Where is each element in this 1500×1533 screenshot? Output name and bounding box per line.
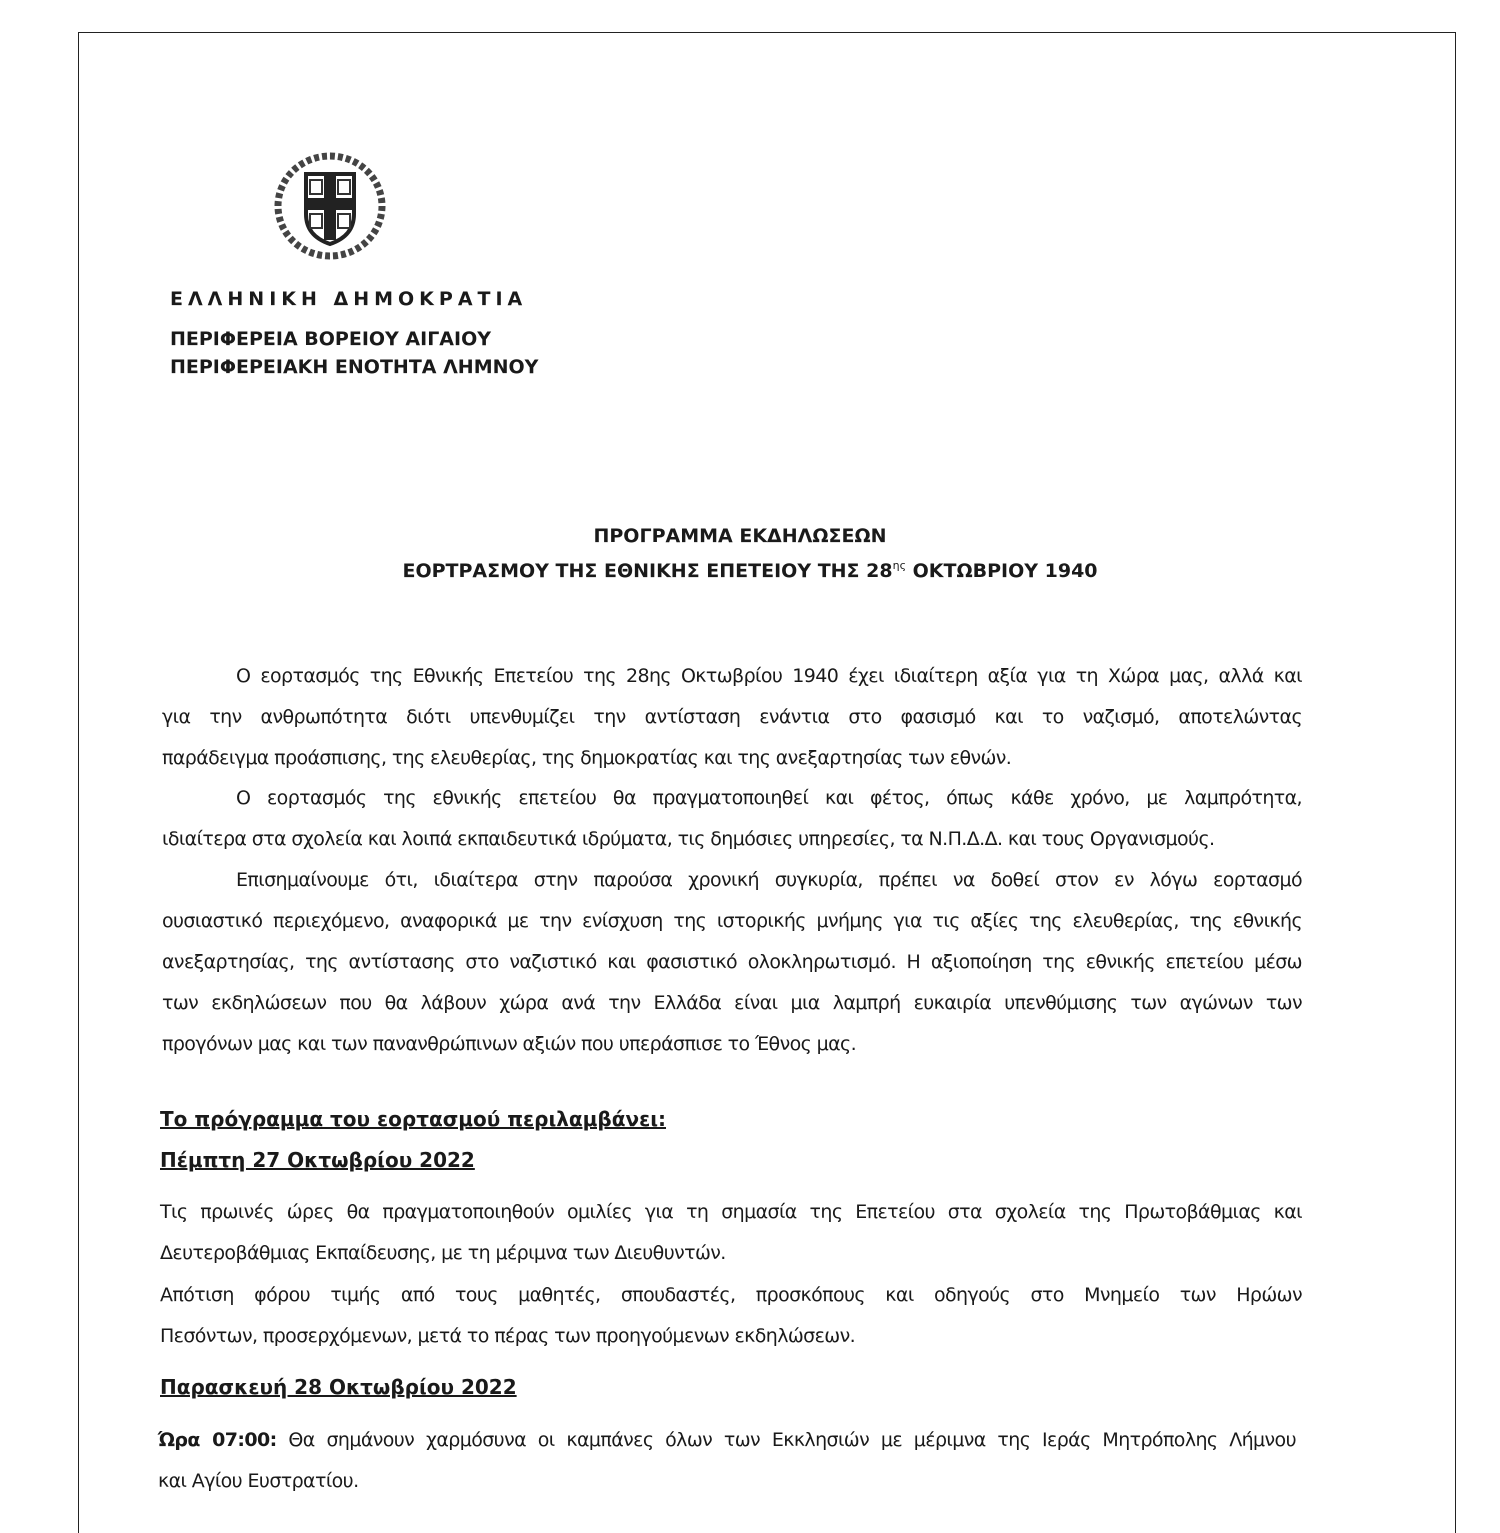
text-run: Δευτεροβάθμιας Εκπαίδευσης, με τη μέριμνα των Διευθυντών.: [160, 1242, 726, 1264]
text-line: [162, 819, 1302, 860]
country-name: ΕΛΛΗΝΙΚΗ ΔΗΜΟΚΡΑΤΙΑ: [170, 288, 528, 310]
text-run: ΟΚΤΩΒΡΙΟΥ 1940: [906, 560, 1098, 582]
text-run: Θα σημάνουν χαρμόσυνα οι καμπάνες όλων των Εκκλησιών με μέριμνα της Ιεράς Μητρόπολης Λήμνου: [276, 1429, 1296, 1451]
text-run: Ο εορτασμός της εθνικής επετείου θα πραγματοποιηθεί και φέτος, όπως κάθε χρόνο, με λαμπρότητα,: [236, 787, 1302, 809]
text-line: [162, 656, 1302, 697]
text-run: ΕΟΡΤΡΑΣΜΟΥ ΤΗΣ ΕΘΝΙΚΗΣ ΕΠΕΤΕΙΟΥ ΤΗΣ 28: [402, 560, 893, 582]
text-run: [158, 1429, 1296, 1451]
text-line: [162, 983, 1302, 1024]
text-line: [160, 1192, 1302, 1233]
text-run: για την ανθρωπότητα διότι υπενθυμίζει την αντίσταση ενάντια στο φασισμό και το ναζισμό, αποτελώντας: [162, 706, 1302, 728]
day2-paragraph-1: [158, 1420, 1296, 1502]
text-run: Απότιση φόρου τιμής από τους μαθητές, σπουδαστές, προσκόπους και οδηγούς στο Μνημείο των Ηρώων: [160, 1284, 1302, 1306]
text-run: ιδιαίτερα στα σχολεία και λοιπά εκπαιδευτικά ιδρύματα, τις δημόσιες υπηρεσίες, τα Ν.Π.Δ.Δ. και τους Οργανισμούς.: [162, 828, 1215, 850]
text-run: Επισημαίνουμε ότι, ιδιαίτερα στην παρούσα χρονική συγκυρία, πρέπει να δοθεί στον εν λόγω εορτασμό: [236, 869, 1302, 891]
text-run: των εκδηλώσεων που θα λάβουν χώρα ανά την Ελλάδα είναι μια λαμπρή ευκαιρία υπενθύμισης των αγώνων των: [162, 992, 1302, 1014]
text-run: Πεσόντων, προσερχόμενων, μετά το πέρας των προηγούμενων εκδηλώσεων.: [160, 1325, 856, 1347]
text-line: [158, 1420, 1296, 1461]
text-line: [158, 1461, 1296, 1502]
text-line: [162, 901, 1302, 942]
text-run: Ο εορτασμός της Εθνικής Επετείου της 28ης Οκτωβρίου 1940 έχει ιδιαίτερη αξία για τη Χώρα μας, αλλά και: [236, 665, 1302, 687]
regional-unit-name: ΠΕΡΙΦΕΡΕΙΑΚΗ ΕΝΟΤΗΤΑ ΛΗΜΝΟΥ: [170, 356, 539, 378]
text-run: Τις πρωινές ώρες θα πραγματοποιηθούν ομιλίες για τη σημασία της Επετείου στα σχολεία της Πρωτοβάθμιας και: [160, 1201, 1302, 1223]
day1-paragraph-2: [160, 1275, 1302, 1357]
intro-paragraph-1: [162, 656, 1302, 779]
program-heading: Το πρόγραμμα του εορτασμού περιλαμβάνει:: [160, 1107, 666, 1131]
greek-coat-of-arms-emblem: [274, 152, 386, 260]
text-line: [162, 942, 1302, 983]
text-run: ανεξαρτησίας, της αντίστασης στο ναζιστικό και φασιστικό ολοκληρωτισμό. Η αξιοποίηση της εθνικής επετείου μέσω: [162, 951, 1302, 973]
text-line: [162, 697, 1302, 738]
text-run: παράδειγμα προάσπισης, της ελευθερίας, της δημοκρατίας και της ανεξαρτησίας των εθνών.: [162, 747, 1012, 769]
region-name: ΠΕΡΙΦΕΡΕΙΑ ΒΟΡΕΙΟΥ ΑΙΓΑΙΟΥ: [170, 328, 491, 350]
day1-paragraph-1: [160, 1192, 1302, 1274]
text-line: [160, 1275, 1302, 1316]
intro-paragraph-3: [162, 860, 1302, 1065]
text-line: [162, 1024, 1302, 1065]
text-line: [162, 778, 1302, 819]
text-line: [162, 860, 1302, 901]
intro-paragraph-2: [162, 778, 1302, 860]
document-subtitle: [0, 559, 1500, 582]
day1-date-heading: Πέμπτη 27 Οκτωβρίου 2022: [160, 1148, 475, 1172]
text-line: [160, 1233, 1302, 1274]
text-run: ουσιαστικό περιεχόμενο, αναφορικά με την ενίσχυση της ιστορικής μνήμης για τις αξίες της ελευθερίας, της εθνικής: [162, 910, 1302, 932]
document-title: ΠΡΟΓΡΑΜΜΑ ΕΚΔΗΛΩΣΕΩΝ: [593, 525, 887, 547]
text-run: προγόνων μας και των πανανθρώπινων αξιών που υπεράσπισε το Έθνος μας.: [162, 1033, 857, 1055]
text-line: [162, 738, 1302, 779]
day2-date-heading: Παρασκευή 28 Οκτωβρίου 2022: [160, 1375, 517, 1399]
text-line: [160, 1316, 1302, 1357]
text-run: ης: [892, 559, 907, 572]
time-label: Ώρα 07:00:: [158, 1429, 277, 1451]
text-run: και Αγίου Ευστρατίου.: [158, 1470, 359, 1492]
